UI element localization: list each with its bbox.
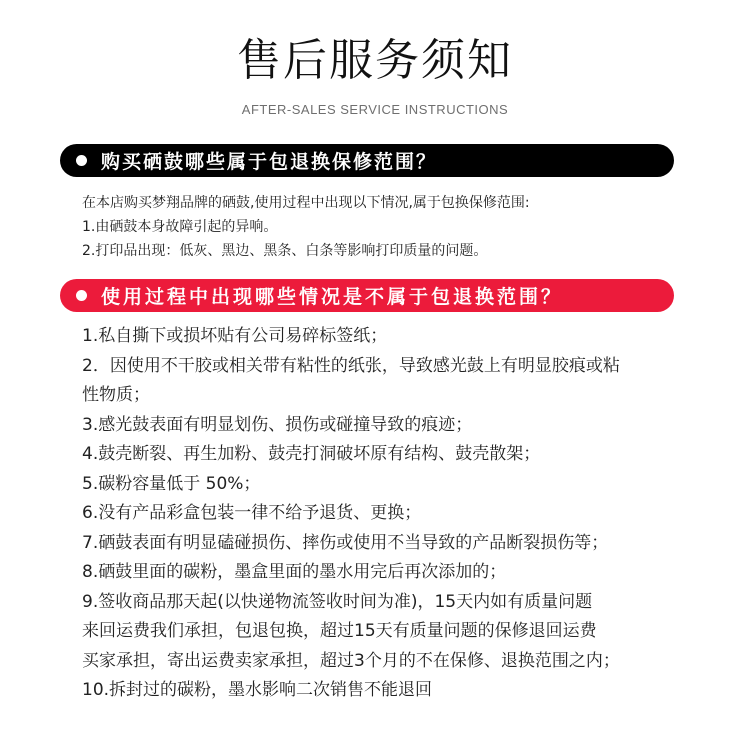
section2-line: 8.硒鼓里面的碳粉，墨盒里面的墨水用完后再次添加的； (82, 562, 507, 582)
section2-line: 3.感光鼓表面有明显划伤、损伤或碰撞导致的痕迹； (82, 414, 473, 435)
section2-line: 4.鼓壳断裂、再生加粉、鼓壳打洞破坏原有结构、鼓壳散架； (82, 444, 541, 464)
section2-line: 6.没有产品彩盒包装一律不给予退货、更换； (82, 503, 422, 523)
page-subtitle: AFTER-SALES SERVICE INSTRUCTIONS (241, 102, 509, 117)
section1-line: 1.由硒鼓本身故障引起的异响。 (82, 219, 278, 235)
section2-line: 2．因使用不干胶或相关带有粘性的纸张，导致感光鼓上有明显胶痕或粘 (82, 355, 620, 376)
section2-line: 10.拆封过的碳粉，墨水影响二次销售不能退回 (82, 680, 433, 700)
section1-line: 在本店购买梦翔品牌的硒鼓,使用过程中出现以下情况,属于包换保修范围: (82, 195, 530, 211)
page-title: 售后服务须知 (237, 35, 513, 86)
section2-line: 性物质； (82, 385, 150, 405)
section2-line: 1.私自撕下或损坏贴有公司易碎标签纸； (82, 326, 388, 346)
section2-line: 来回运费我们承担，包退包换，超过15天有质量问题的保修退回运费 (82, 621, 597, 641)
bullet-dot-icon (76, 290, 87, 301)
section1-heading: 购买硒鼓哪些属于包退换保修范围？ (101, 151, 438, 173)
section2-line: 5.碳粉容量低于 50%； (82, 473, 261, 494)
section1-line: 2.打印品出现：低灰、黑边、黑条、白条等影响打印质量的问题。 (82, 243, 488, 259)
section2-banner (60, 279, 674, 312)
section2-line: 买家承担，寄出运费卖家承担，超过3个月的不在保修、退换范围之内； (82, 650, 620, 671)
section2-line: 7.硒鼓表面有明显磕碰损伤、摔伤或使用不当导致的产品断裂损伤等； (82, 532, 609, 553)
section1-banner (60, 144, 674, 177)
section2-heading: 使用过程中出现哪些情况是不属于包退换范围？ (101, 286, 564, 308)
section2-line: 9.签收商品那天起(以快递物流签收时间为准)，15天内如有质量问题 (82, 591, 593, 612)
section1-body (82, 191, 682, 263)
bullet-dot-icon (76, 155, 87, 166)
section2-body (82, 322, 682, 706)
